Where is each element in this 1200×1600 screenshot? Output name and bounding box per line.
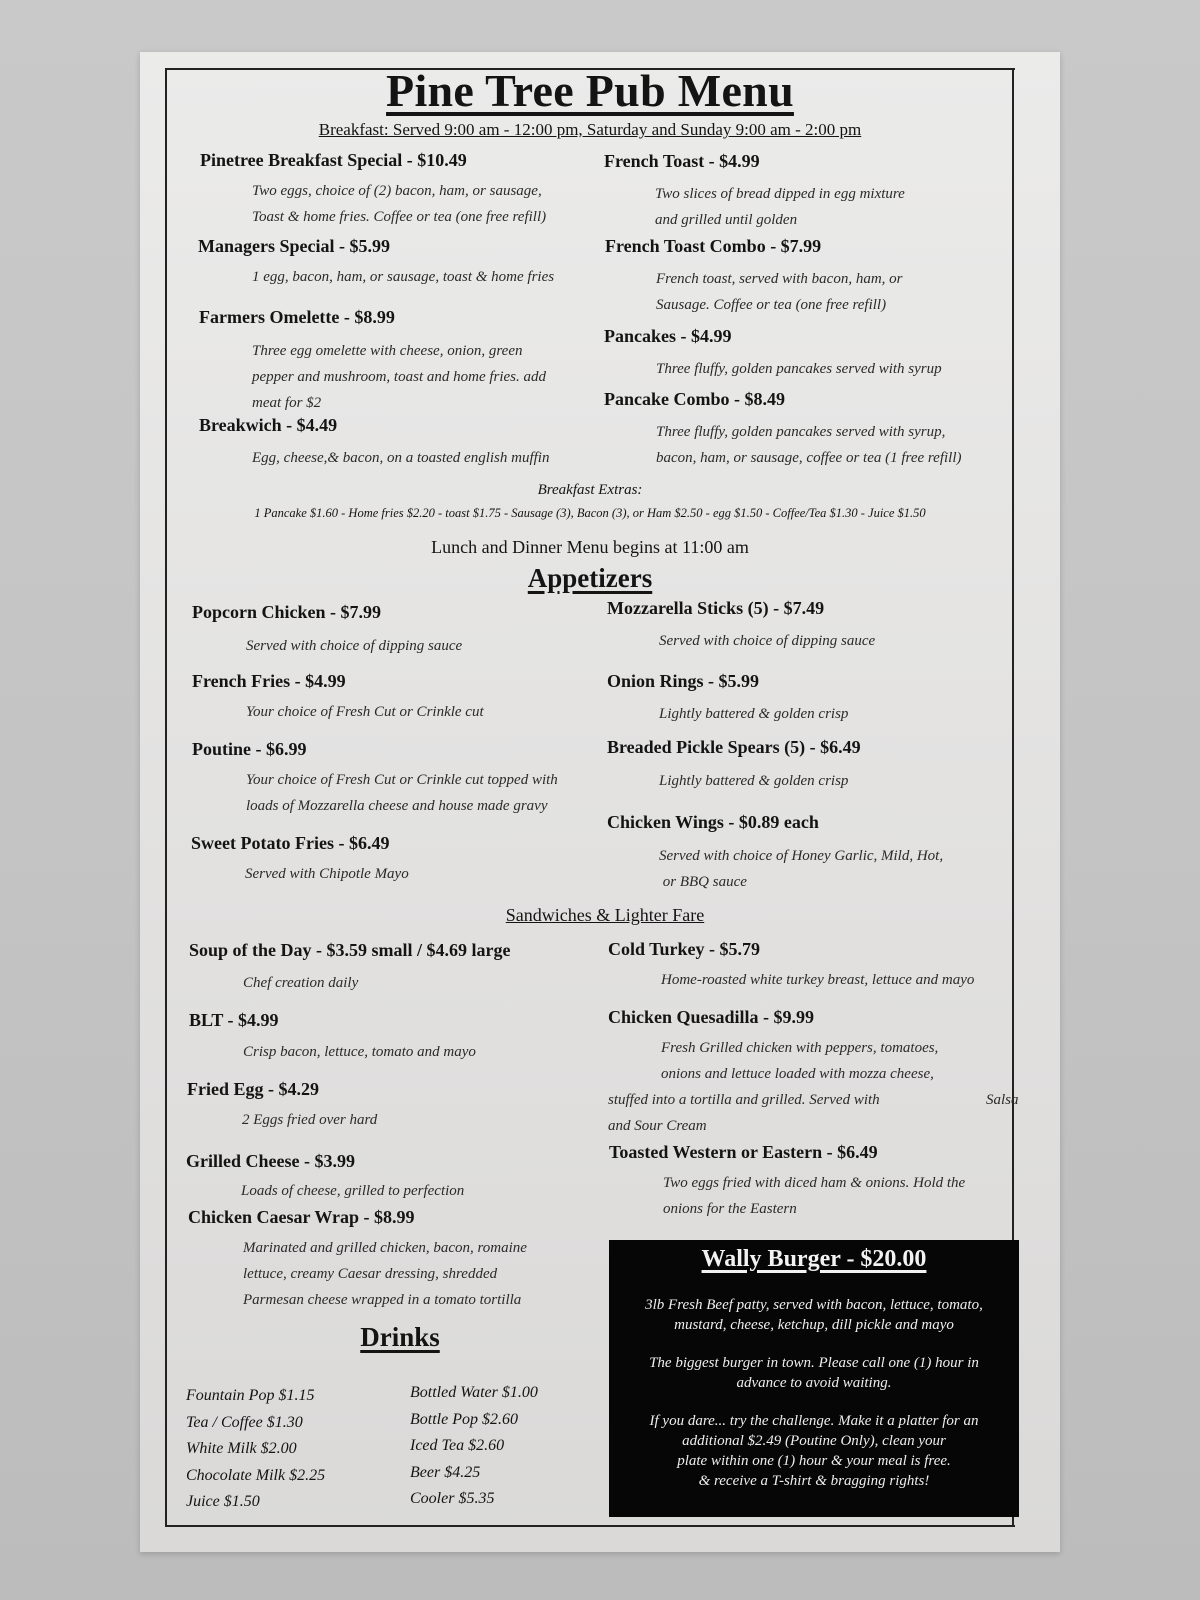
menu-item-desc: French toast, served with bacon, ham, or Sausage. Coffee or tea (one free refill)	[656, 271, 903, 313]
breakfast-extras-label: Breakfast Extras:	[537, 482, 643, 498]
menu-item-desc: Salsa	[986, 1092, 1019, 1108]
menu-item-name: Pancakes - $4.99	[604, 326, 732, 346]
menu-item-desc: Served with choice of dipping sauce	[659, 633, 876, 649]
drinks-list-left	[186, 1383, 325, 1516]
menu-item-name: Fried Egg - $4.29	[187, 1079, 319, 1099]
menu-item-desc: Served with Chipotle Mayo	[245, 866, 409, 882]
menu-item-desc: Lightly battered & golden crisp	[659, 706, 849, 722]
menu-item-name: Chicken Caesar Wrap - $8.99	[188, 1207, 415, 1227]
menu-item-name: Farmers Omelette - $8.99	[199, 307, 395, 327]
menu-item-desc: 1 egg, bacon, ham, or sausage, toast & home fries	[252, 269, 555, 285]
menu-item-desc: Your choice of Fresh Cut or Crinkle cut	[246, 704, 484, 720]
lunch-dinner-note: Lunch and Dinner Menu begins at 11:00 am	[431, 537, 749, 557]
drink-item: Fountain Pop $1.15	[186, 1387, 315, 1404]
wally-burger-note: The biggest burger in town. Please call one (1) hour in advance to avoid waiting.	[649, 1355, 979, 1391]
menu-item-name: Mozzarella Sticks (5) - $7.49	[607, 598, 825, 618]
menu-item-name: Poutine - $6.99	[192, 739, 307, 759]
menu-item-desc: Three fluffy, golden pancakes served with syrup	[656, 361, 942, 377]
menu-item-name: Sweet Potato Fries - $6.49	[191, 833, 390, 853]
drinks-list-right	[410, 1380, 538, 1513]
wally-burger-promo	[609, 1240, 1019, 1517]
menu-item-name: Breakwich - $4.49	[199, 415, 338, 435]
menu-item-desc: Crisp bacon, lettuce, tomato and mayo	[243, 1044, 476, 1060]
menu-item-desc: Home-roasted white turkey breast, lettuce and mayo	[661, 972, 975, 988]
menu-item-desc: Two eggs fried with diced ham & onions. Hold the onions for the Eastern	[663, 1175, 966, 1217]
breakfast-hours: Breakfast: Served 9:00 am - 12:00 pm, Saturday and Sunday 9:00 am - 2:00 pm	[318, 120, 862, 139]
menu-item-desc: Served with choice of Honey Garlic, Mild, Hot, or BBQ sauce	[659, 848, 944, 890]
menu-item-desc: Served with choice of dipping sauce	[246, 638, 463, 654]
wally-burger-challenge: If you dare... try the challenge. Make it a platter for an additional $2.49 (Poutine Only), clean your plate within one (1) hour & your meal is free. & receive a T-shirt & bragging rights!	[649, 1413, 979, 1489]
menu-item-name: Cold Turkey - $5.79	[608, 939, 761, 959]
menu-item-name: BLT - $4.99	[189, 1010, 279, 1030]
appetizers-heading: Appetizers	[527, 563, 653, 593]
drinks-heading: Drinks	[360, 1322, 440, 1352]
drink-item: Iced Tea $2.60	[410, 1437, 505, 1454]
menu-item-name: French Toast - $4.99	[604, 151, 760, 171]
menu-item-name: Chicken Wings - $0.89 each	[607, 812, 819, 832]
menu-item-name: Pancake Combo - $8.49	[604, 389, 785, 409]
menu-item-desc: Three fluffy, golden pancakes served with syrup, bacon, ham, or sausage, coffee or tea (1 free refill)	[656, 424, 962, 466]
menu-item-name: Managers Special - $5.99	[198, 236, 390, 256]
menu-item-name: Onion Rings - $5.99	[607, 671, 760, 691]
menu-item-desc: Three egg omelette with cheese, onion, green pepper and mushroom, toast and home fries. add meat for $2	[252, 343, 547, 411]
menu-item-name: Chicken Quesadilla - $9.99	[608, 1007, 815, 1027]
menu-item-name: Grilled Cheese - $3.99	[186, 1151, 355, 1171]
menu-item-name: Popcorn Chicken - $7.99	[192, 602, 381, 622]
menu-item-desc: Chef creation daily	[243, 975, 359, 991]
menu-item-desc: Fresh Grilled chicken with peppers, tomatoes, onions and lettuce loaded with mozza cheese,	[661, 1040, 939, 1082]
sandwiches-heading: Sandwiches & Lighter Fare	[505, 905, 705, 925]
menu-item-desc: Two slices of bread dipped in egg mixture and grilled until golden	[655, 186, 905, 228]
wally-burger-desc: 3lb Fresh Beef patty, served with bacon, lettuce, tomato, mustard, cheese, ketchup, dill pickle and mayo	[645, 1297, 983, 1333]
menu-item-desc: Marinated and grilled chicken, bacon, romaine lettuce, creamy Caesar dressing, shredded Parmesan cheese wrapped in a tomato tortilla	[243, 1240, 527, 1308]
breakfast-extras-list: 1 Pancake $1.60 - Home fries $2.20 - toast $1.75 - Sausage (3), Bacon (3), or Ham $2.50 - egg $1.50 - Coffee/Tea $1.30 - Juice $1.50	[254, 506, 926, 520]
menu-item-desc: Egg, cheese,& bacon, on a toasted english muffin	[252, 450, 550, 466]
wally-burger-title: Wally Burger - $20.00	[701, 1246, 927, 1272]
menu-item-desc: Lightly battered & golden crisp	[659, 773, 849, 789]
menu-item-desc: Your choice of Fresh Cut or Crinkle cut topped with loads of Mozzarella cheese and house made gravy	[246, 772, 558, 814]
menu-item-name: French Fries - $4.99	[192, 671, 346, 691]
drink-item: Tea / Coffee $1.30	[186, 1413, 303, 1431]
menu-item-name: Pinetree Breakfast Special - $10.49	[200, 150, 467, 170]
menu-item-desc: stuffed into a tortilla and grilled. Served with	[608, 1092, 880, 1108]
drink-item: Beer $4.25	[410, 1463, 481, 1481]
menu-item-name: Breaded Pickle Spears (5) - $6.49	[607, 737, 861, 757]
menu-item-name: Soup of the Day - $3.59 small / $4.69 large	[189, 940, 511, 960]
menu-item-desc: Two eggs, choice of (2) bacon, ham, or sausage, Toast & home fries. Coffee or tea (one free refill)	[252, 183, 547, 225]
drink-item: Chocolate Milk $2.25	[186, 1466, 326, 1484]
drink-item: Bottle Pop $2.60	[410, 1410, 518, 1428]
menu-item-desc: and Sour Cream	[608, 1118, 707, 1134]
drink-item: Cooler $5.35	[410, 1490, 495, 1507]
menu-item-name: French Toast Combo - $7.99	[605, 236, 822, 256]
drink-item: Juice $1.50	[186, 1493, 260, 1510]
menu-item-desc: Loads of cheese, grilled to perfection	[241, 1183, 465, 1199]
drink-item: White Milk $2.00	[186, 1440, 297, 1457]
menu-item-name: Toasted Western or Eastern - $6.49	[609, 1142, 878, 1162]
menu-title: Pine Tree Pub Menu	[386, 65, 794, 116]
menu-item-desc: 2 Eggs fried over hard	[242, 1112, 378, 1128]
drink-item: Bottled Water $1.00	[410, 1384, 538, 1401]
